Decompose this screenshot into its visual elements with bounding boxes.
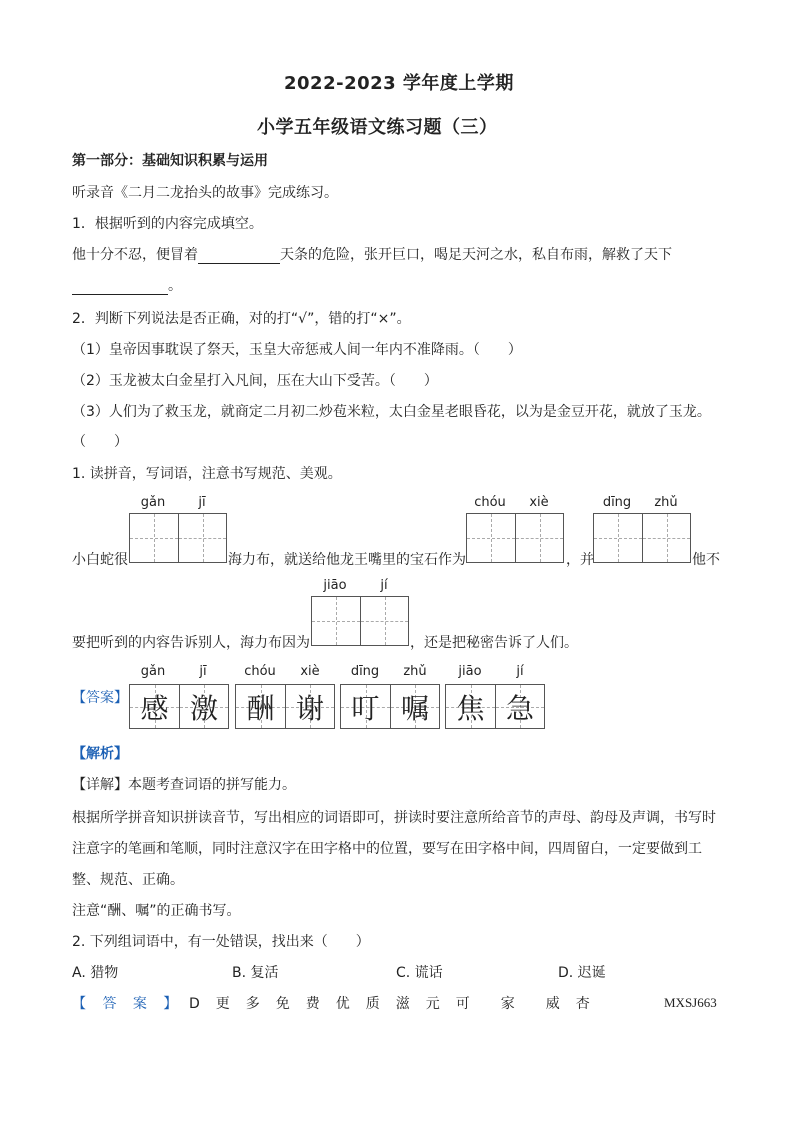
footer-answer-text: D 更 多 免 费 优 质 滋 元 可 家 威 杏 (189, 996, 591, 1012)
pinyin-label: jī (198, 495, 206, 510)
answer-char-cell (285, 685, 334, 728)
answer-grid-2 (235, 684, 335, 729)
tianzige-cell[interactable] (642, 514, 690, 562)
option-c[interactable]: C. 谎话 (396, 965, 443, 981)
q1-blank-1[interactable] (198, 247, 280, 264)
footer-answer-label: 【 答 案 】 (72, 996, 184, 1012)
answer-pinyin: chóu (244, 664, 276, 679)
pinyin-question-label: 1. 读拼音，写词语，注意书写规范、美观。 (72, 466, 342, 482)
pinyin-label: chóu (474, 495, 506, 510)
q1-text-line2 (72, 275, 182, 295)
q2-item-3-paren: （ ） (72, 434, 128, 450)
pinyin-label: jiāo (323, 578, 347, 593)
answer-pinyin: dīng (350, 664, 380, 679)
pinyin-sentence-seg5: 要把听到的内容告诉别人，海力布因为 (72, 635, 310, 651)
q2b-label: 2. 下列组词语中，有一处错误，找出来（ ） (72, 934, 370, 950)
pinyin-label: dīng (602, 495, 632, 510)
answer-pinyin: zhǔ (403, 664, 427, 679)
tianzige-answer-box-4[interactable] (311, 596, 409, 646)
pinyin-label: jí (380, 578, 388, 593)
pinyin-sentence-seg1: 小白蛇很 (72, 552, 128, 568)
tianzige-answer-box-3[interactable] (593, 513, 691, 563)
q1-text-line1 (72, 244, 672, 264)
answer-char: 叮 (351, 691, 380, 725)
answer-char-cell (130, 685, 179, 728)
q1-text-a: 他十分不忍，便冒着 (72, 247, 198, 263)
answer-grid-1 (129, 684, 229, 729)
q2-item-3: （3）人们为了救玉龙，就商定二月初二炒苞米粒，太白金星老眼昏花，以为是金豆开花，就放了玉龙。 (72, 404, 711, 420)
tianzige-cell[interactable] (178, 514, 226, 562)
footer-code: MXSJ663 (664, 995, 717, 1010)
answer-char-cell (390, 685, 439, 728)
answer-pinyin: xiè (300, 664, 320, 679)
tianzige-cell[interactable] (594, 514, 642, 562)
analysis-para-line: 根据所学拼音知识拼读音节，写出相应的词语即可，拼读时要注意所给音节的声母、韵母及声调，书写时 (72, 810, 716, 826)
answer-char: 焦 (456, 691, 485, 725)
tianzige-cell[interactable] (467, 514, 515, 562)
pinyin-sentence-seg6: ，还是把秘密告诉了人们。 (410, 635, 578, 651)
q1-blank-2[interactable] (72, 278, 168, 295)
doc-title-line1: 2022-2023 学年度上学期 (284, 73, 514, 94)
pinyin-sentence-seg2: 海力布，就送给他龙王嘴里的宝石作为 (228, 552, 466, 568)
option-a[interactable]: A. 猎物 (72, 965, 119, 981)
answer-grid-3 (340, 684, 440, 729)
answer-char: 感 (140, 691, 169, 725)
q2-item-2: （2）玉龙被太白金星打入凡间，压在大山下受苦。（ ） (72, 373, 438, 389)
q1-label: 1．根据听到的内容完成填空。 (72, 216, 263, 232)
doc-title-line2: 小学五年级语文练习题（三） (257, 117, 498, 138)
detail-line (72, 774, 296, 794)
pinyin-sentence-seg3: ，并 (566, 552, 594, 568)
pinyin-label: gǎn (140, 495, 166, 510)
answer-char-cell (446, 685, 495, 728)
answer-char: 急 (505, 691, 534, 725)
tianzige-cell[interactable] (312, 597, 360, 645)
answer-char-cell (341, 685, 390, 728)
answer-char-cell (495, 685, 544, 728)
tianzige-answer-box-1[interactable] (129, 513, 227, 563)
analysis-note: 注意“酬、嘱”的正确书写。 (72, 903, 241, 919)
tianzige-answer-box-2[interactable] (466, 513, 564, 563)
tianzige-cell[interactable] (515, 514, 563, 562)
analysis-label: 【解析】 (72, 746, 128, 762)
tianzige-cell[interactable] (130, 514, 178, 562)
answer-char-cell (179, 685, 228, 728)
answer-pinyin: jí (516, 664, 524, 679)
answer-label: 【答案】 (72, 690, 128, 706)
answer-pinyin: jī (199, 664, 207, 679)
q1-end: 。 (168, 278, 182, 294)
part1-intro: 听录音《二月二龙抬头的故事》完成练习。 (72, 185, 338, 201)
answer-grid-4 (445, 684, 545, 729)
detail-text: 本题考查词语的拼写能力。 (128, 777, 296, 793)
detail-label: 【详解】 (72, 777, 128, 793)
q2-item-1: （1）皇帝因事耽误了祭天，玉皇大帝惩戒人间一年内不准降雨。（ ） (72, 342, 522, 358)
answer-char: 谢 (295, 691, 324, 725)
answer-pinyin: gǎn (140, 664, 166, 679)
answer-char: 酬 (246, 691, 275, 725)
pinyin-label: xiè (529, 495, 549, 510)
q1-text-b: 天条的危险，张开巨口，喝足天河之水，私自布雨，解救了天下 (280, 247, 672, 263)
answer-pinyin: jiāo (458, 664, 482, 679)
answer-char: 嘱 (400, 691, 429, 725)
q2-label: 2．判断下列说法是否正确，对的打“√”，错的打“×”。 (72, 311, 411, 327)
analysis-para-line: 整、规范、正确。 (72, 872, 184, 888)
pinyin-label: zhǔ (654, 495, 678, 510)
answer-char-cell (236, 685, 285, 728)
option-b[interactable]: B. 复活 (232, 965, 279, 981)
option-d[interactable]: D. 迟诞 (558, 965, 606, 981)
pinyin-sentence-seg4: 他不 (692, 552, 720, 568)
answer-char: 激 (189, 691, 218, 725)
analysis-para-line: 注意字的笔画和笔顺，同时注意汉字在田字格中的位置，要写在田字格中间，四周留白，一定要做到工 (72, 841, 702, 857)
tianzige-cell[interactable] (360, 597, 408, 645)
part1-heading: 第一部分：基础知识积累与运用 (72, 153, 268, 169)
